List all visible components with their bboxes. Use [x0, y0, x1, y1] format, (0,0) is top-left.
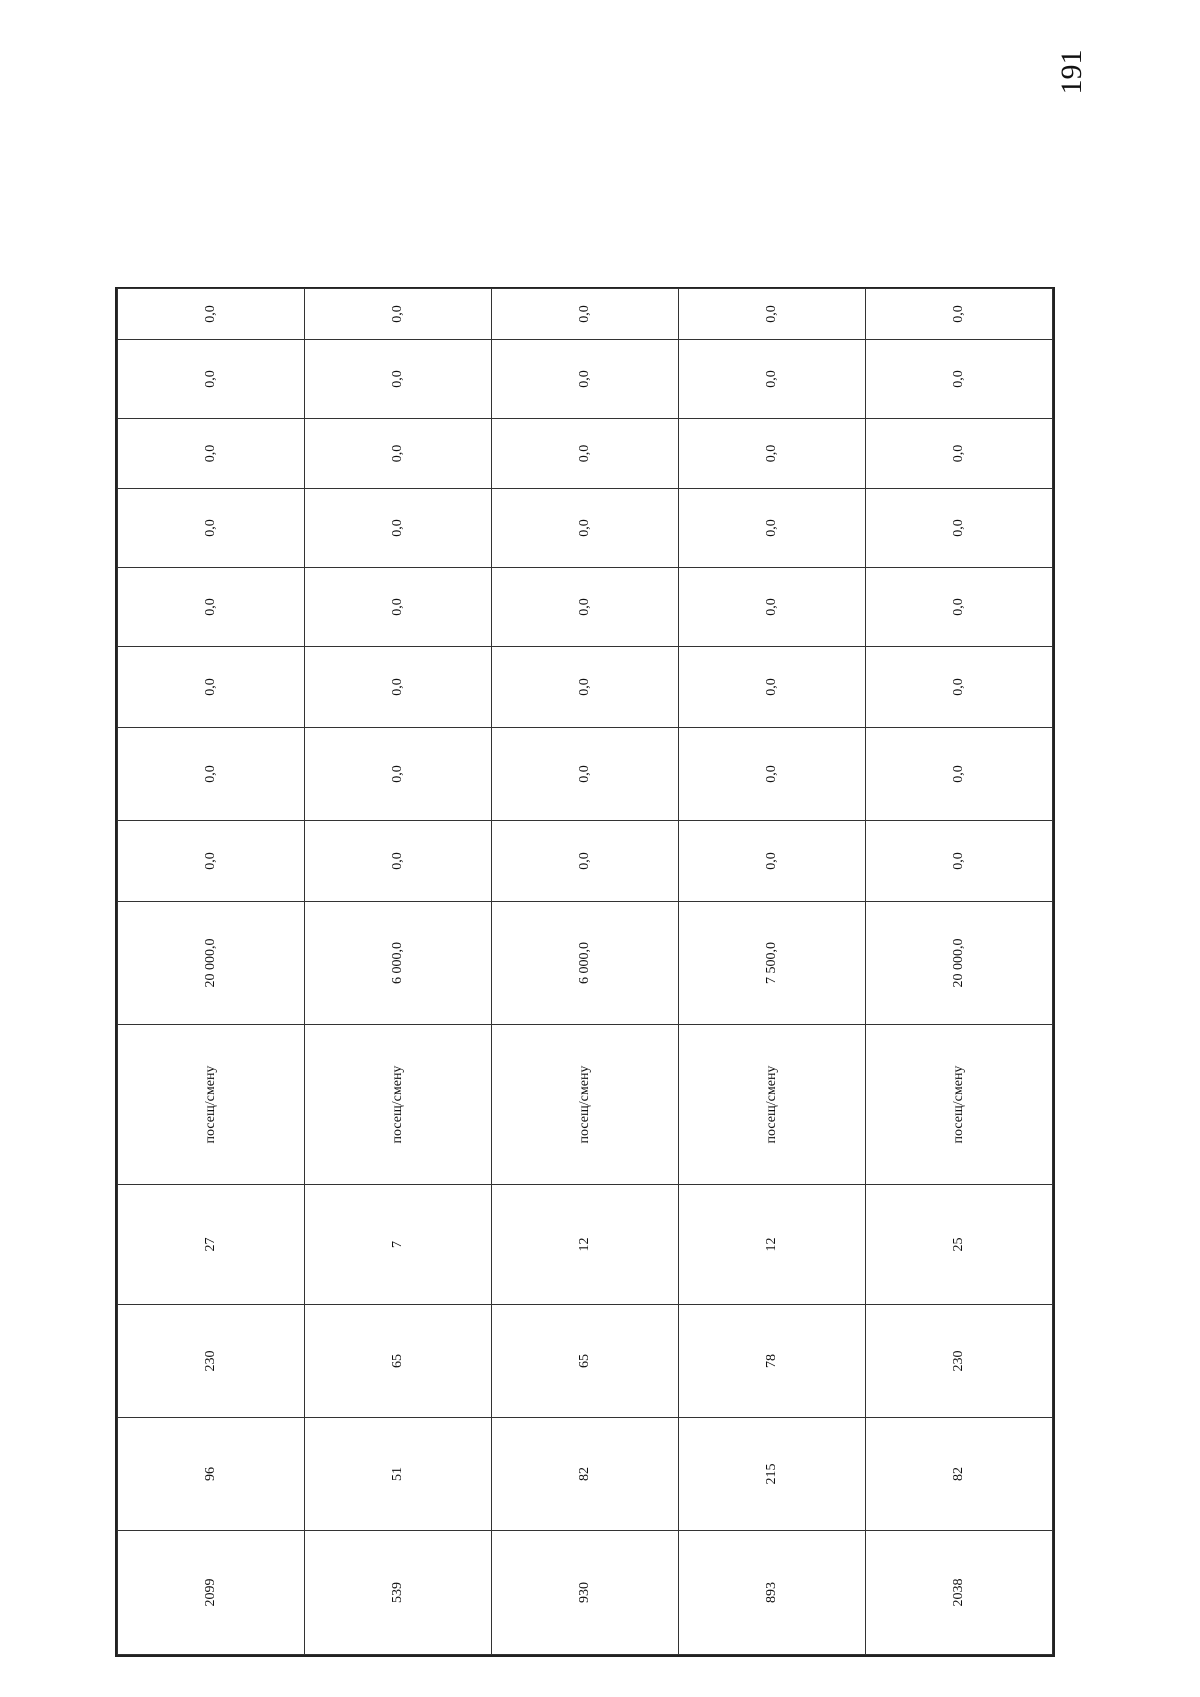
table-cell: 0,0 — [118, 489, 305, 568]
table-cell: 0,0 — [866, 340, 1053, 419]
table-cell: 0,0 — [305, 821, 492, 902]
table-cell: 0,0 — [679, 289, 866, 340]
table-cell: 12 — [679, 1185, 866, 1305]
table-cell: 82 — [866, 1418, 1053, 1531]
table-cell: 2099 — [118, 1531, 305, 1655]
table-cell: 0,0 — [866, 489, 1053, 568]
table-cell: посещ/смену — [305, 1025, 492, 1185]
table-cell: 230 — [866, 1305, 1053, 1418]
table-cell: 0,0 — [305, 419, 492, 489]
table-cell: 6 000,0 — [492, 902, 679, 1025]
table-cell: 51 — [305, 1418, 492, 1531]
table-cell: 27 — [118, 1185, 305, 1305]
table-cell: 0,0 — [305, 568, 492, 647]
table-cell: 893 — [679, 1531, 866, 1655]
table-cell: посещ/смену — [118, 1025, 305, 1185]
table-cell: 0,0 — [679, 568, 866, 647]
table-cell: 25 — [866, 1185, 1053, 1305]
table-cell: 0,0 — [492, 568, 679, 647]
data-table — [117, 288, 1053, 1655]
table-cell: 65 — [492, 1305, 679, 1418]
table-cell: 2038 — [866, 1531, 1053, 1655]
table-cell: 0,0 — [118, 647, 305, 728]
table-cell: посещ/смену — [866, 1025, 1053, 1185]
table-cell: 930 — [492, 1531, 679, 1655]
table-cell: 0,0 — [305, 647, 492, 728]
table-cell: 0,0 — [866, 728, 1053, 821]
table-cell: 0,0 — [492, 821, 679, 902]
table-cell: 0,0 — [492, 340, 679, 419]
table-cell: 0,0 — [866, 647, 1053, 728]
table-cell: 230 — [118, 1305, 305, 1418]
table-cell: 0,0 — [118, 821, 305, 902]
table-cell: 0,0 — [118, 419, 305, 489]
table-cell: 0,0 — [305, 489, 492, 568]
table-cell: 0,0 — [679, 419, 866, 489]
table-cell: 0,0 — [492, 489, 679, 568]
table-cell: 78 — [679, 1305, 866, 1418]
table-row — [679, 289, 866, 1655]
table-cell: 0,0 — [305, 340, 492, 419]
table-cell: 0,0 — [492, 419, 679, 489]
table-cell: 12 — [492, 1185, 679, 1305]
table-cell: 20 000,0 — [866, 902, 1053, 1025]
table-cell: 0,0 — [866, 568, 1053, 647]
table-cell: 0,0 — [679, 647, 866, 728]
table-cell: 0,0 — [866, 821, 1053, 902]
table-cell: 0,0 — [492, 289, 679, 340]
table-cell: 0,0 — [492, 728, 679, 821]
table-cell: 7 500,0 — [679, 902, 866, 1025]
table-cell: 215 — [679, 1418, 866, 1531]
table-cell: посещ/смену — [679, 1025, 866, 1185]
table-row — [118, 289, 305, 1655]
table-cell: 0,0 — [492, 647, 679, 728]
table-cell: 20 000,0 — [118, 902, 305, 1025]
table-cell: 0,0 — [118, 340, 305, 419]
table-cell: 539 — [305, 1531, 492, 1655]
table-cell: 6 000,0 — [305, 902, 492, 1025]
table-row — [492, 289, 679, 1655]
table-cell: 0,0 — [118, 568, 305, 647]
table-cell: 96 — [118, 1418, 305, 1531]
data-table-frame — [115, 287, 1055, 1657]
table-cell: 0,0 — [679, 340, 866, 419]
table-row — [866, 289, 1053, 1655]
table-row — [305, 289, 492, 1655]
table-cell: 82 — [492, 1418, 679, 1531]
table-cell: 7 — [305, 1185, 492, 1305]
table-cell: 0,0 — [118, 728, 305, 821]
table-cell: 0,0 — [679, 489, 866, 568]
table-cell: 0,0 — [118, 289, 305, 340]
table-cell: 0,0 — [866, 289, 1053, 340]
table-cell: 0,0 — [305, 289, 492, 340]
table-cell: 0,0 — [305, 728, 492, 821]
table-cell: 0,0 — [679, 821, 866, 902]
table-cell: 65 — [305, 1305, 492, 1418]
table-cell: 0,0 — [866, 419, 1053, 489]
table-cell: посещ/смену — [492, 1025, 679, 1185]
table-cell: 0,0 — [679, 728, 866, 821]
page-number: 191 — [1055, 49, 1088, 95]
